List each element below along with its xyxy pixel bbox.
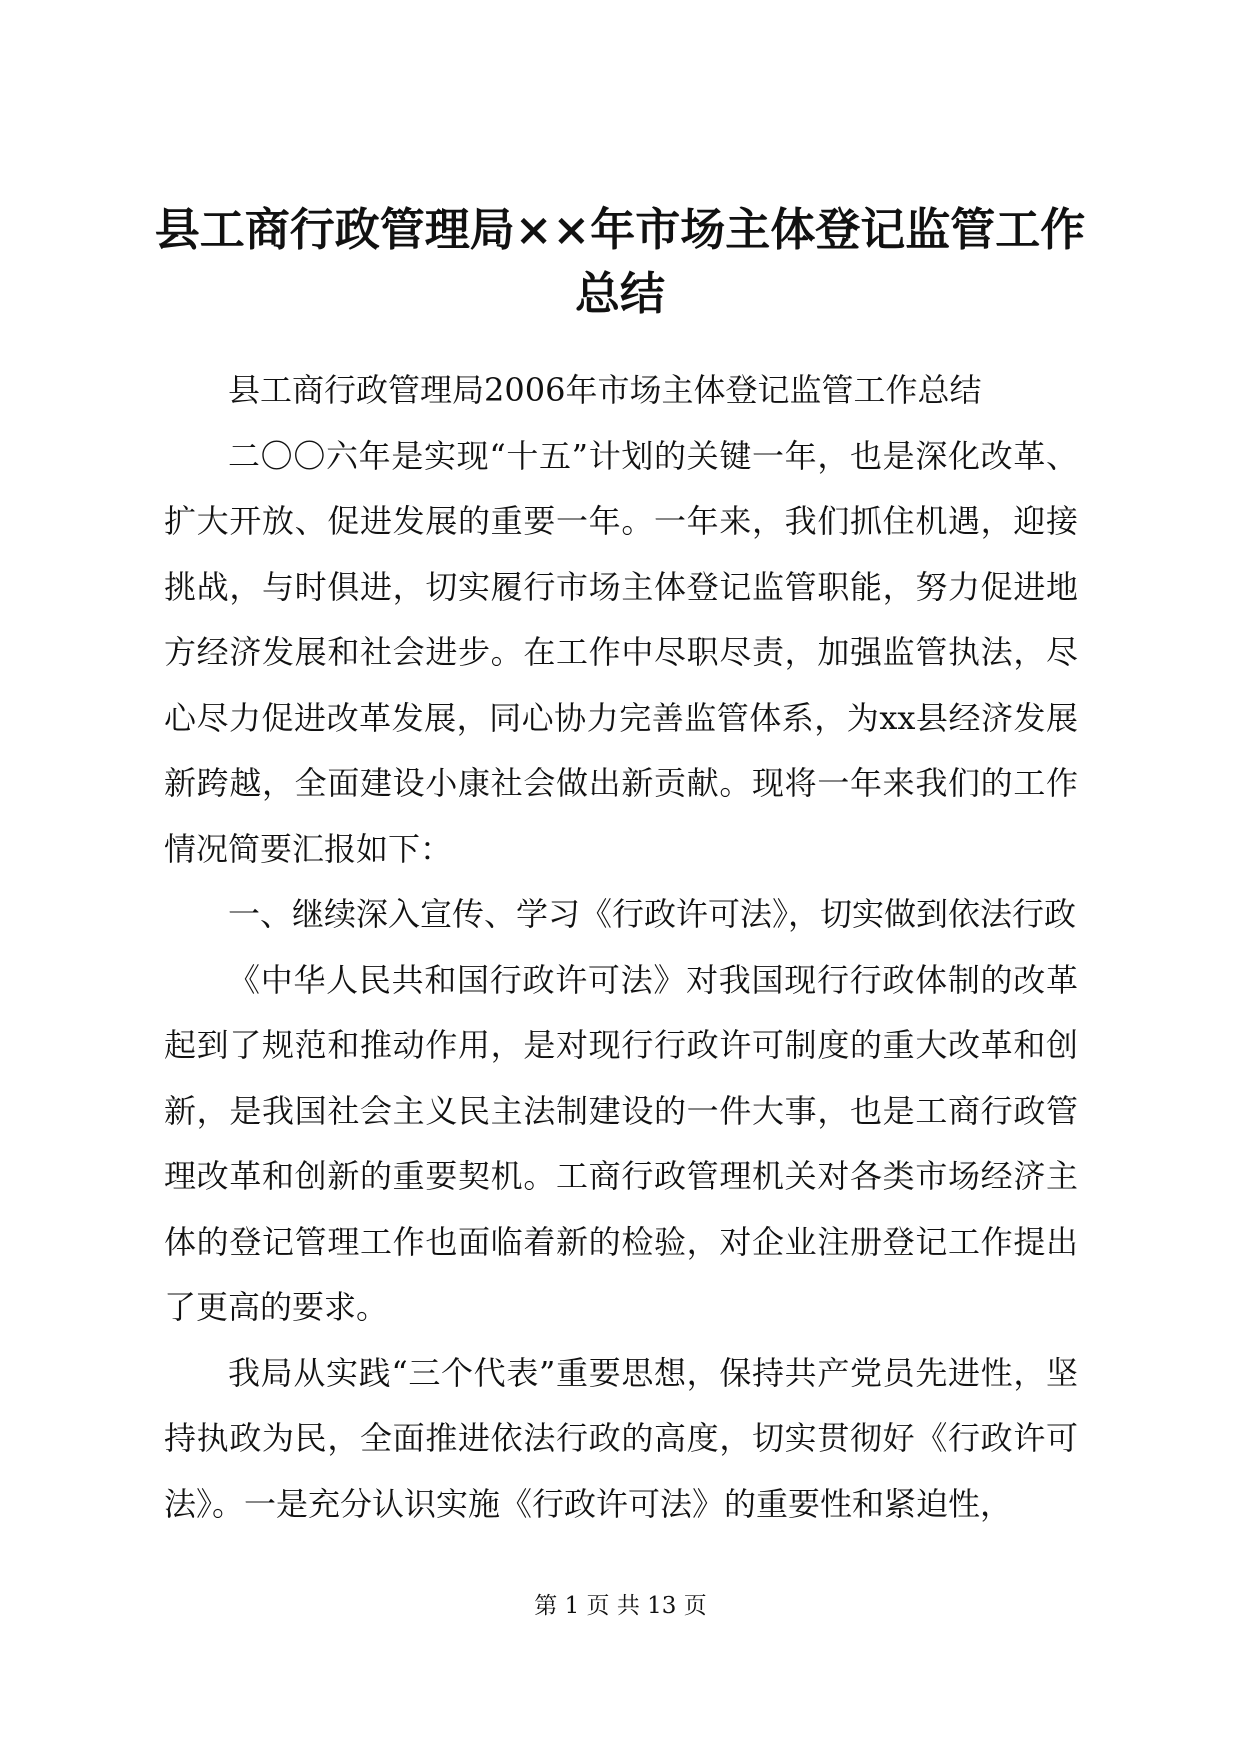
paragraph-law: 《中华人民共和国行政许可法》对我国现行行政体制的改革起到了规范和推动作用，是对现行行政许可制度的重大改革和创新，是我国社会主义民主法制建设的一件大事，也是工商行政管理改革和创新的重要契机。工商行政管理机关对各类市场经济主体的登记管理工作也面临着新的检验，对企业注册登记工作提出了更高的要求。 <box>164 960 1078 1326</box>
document-body <box>164 358 1078 1537</box>
document-title: 县工商行政管理局××年市场主体登记监管工作总结 <box>154 203 1086 320</box>
paragraph-practice: 我局从实践“三个代表”重要思想，保持共产党员先进性，坚持执政为民，全面推进依法行政的高度，切实贯彻好《行政许可法》。一是充分认识实施《行政许可法》的重要性和紧迫性， <box>164 1353 1078 1523</box>
paragraph-intro: 二〇〇六年是实现“十五”计划的关键一年，也是深化改革、扩大开放、促进发展的重要一年。一年来，我们抓住机遇，迎接挑战，与时俱进，切实履行市场主体登记监管职能，努力促进地方经济发展和社会进步。在工作中尽职尽责，加强监管执法，尽心尽力促进改革发展，同心协力完善监管体系，为xx县经济发展新跨越，全面建设小康社会做出新贡献。现将一年来我们的工作情况简要汇报如下： <box>164 436 1078 868</box>
section-heading-1: 一、继续深入宣传、学习《行政许可法》，切实做到依法行政 <box>228 895 1077 933</box>
document-subtitle: 县工商行政管理局2006年市场主体登记监管工作总结 <box>228 371 982 409</box>
page-number-footer: 第 1 页 共 13 页 <box>534 1593 707 1619</box>
